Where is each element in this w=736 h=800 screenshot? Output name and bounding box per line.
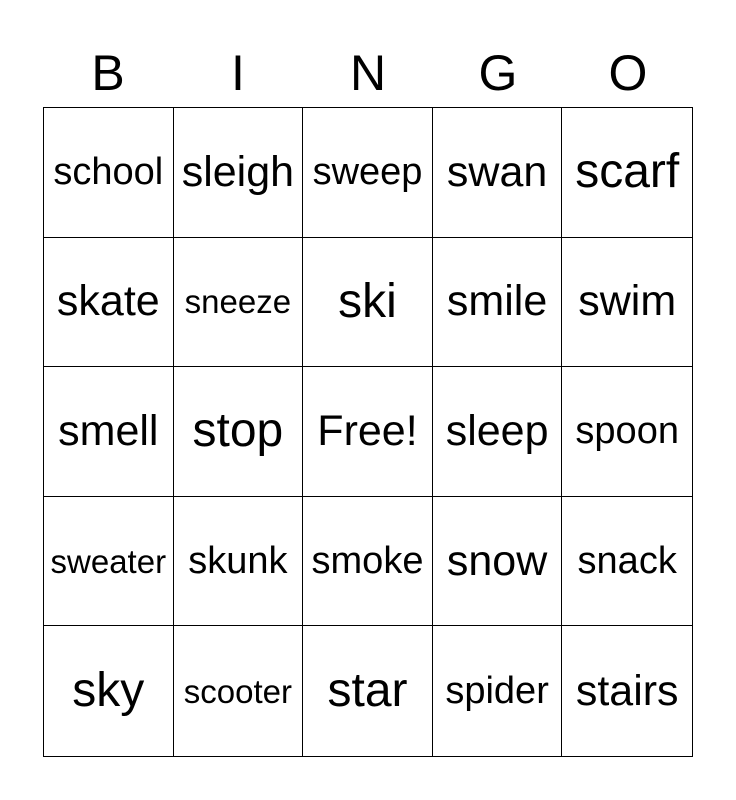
bingo-cell: school bbox=[44, 108, 174, 238]
header-letter-n: N bbox=[349, 45, 387, 101]
bingo-cell: swim bbox=[562, 238, 692, 368]
header-letter-o: O bbox=[608, 45, 648, 101]
header-letter-b: B bbox=[91, 45, 125, 101]
bingo-cell: skate bbox=[44, 238, 174, 368]
bingo-header bbox=[43, 40, 693, 106]
bingo-cell: skunk bbox=[174, 497, 304, 627]
bingo-cell: sleep bbox=[433, 367, 563, 497]
header-letter-i: I bbox=[231, 45, 245, 101]
bingo-cell: stop bbox=[174, 367, 304, 497]
header-letter-g: G bbox=[478, 45, 518, 101]
bingo-cell: spoon bbox=[562, 367, 692, 497]
bingo-cell: smile bbox=[433, 238, 563, 368]
bingo-cell: sky bbox=[44, 626, 174, 756]
bingo-cell: smell bbox=[44, 367, 174, 497]
bingo-cell: scarf bbox=[562, 108, 692, 238]
bingo-cell: snack bbox=[562, 497, 692, 627]
bingo-cell: ski bbox=[303, 238, 433, 368]
bingo-cell: star bbox=[303, 626, 433, 756]
bingo-board bbox=[43, 107, 693, 757]
bingo-cell: sleigh bbox=[174, 108, 304, 238]
bingo-cell: sweater bbox=[44, 497, 174, 627]
bingo-cell: snow bbox=[433, 497, 563, 627]
bingo-cell: stairs bbox=[575, 666, 679, 715]
bingo-cell: smoke bbox=[303, 497, 433, 627]
bingo-cell: scooter bbox=[174, 626, 304, 756]
bingo-cell: swan bbox=[433, 108, 563, 238]
bingo-cell: spider bbox=[433, 626, 563, 756]
bingo-cell: sweep bbox=[303, 108, 433, 238]
free-space: Free! bbox=[303, 367, 433, 497]
bingo-cell: sneeze bbox=[174, 238, 304, 368]
